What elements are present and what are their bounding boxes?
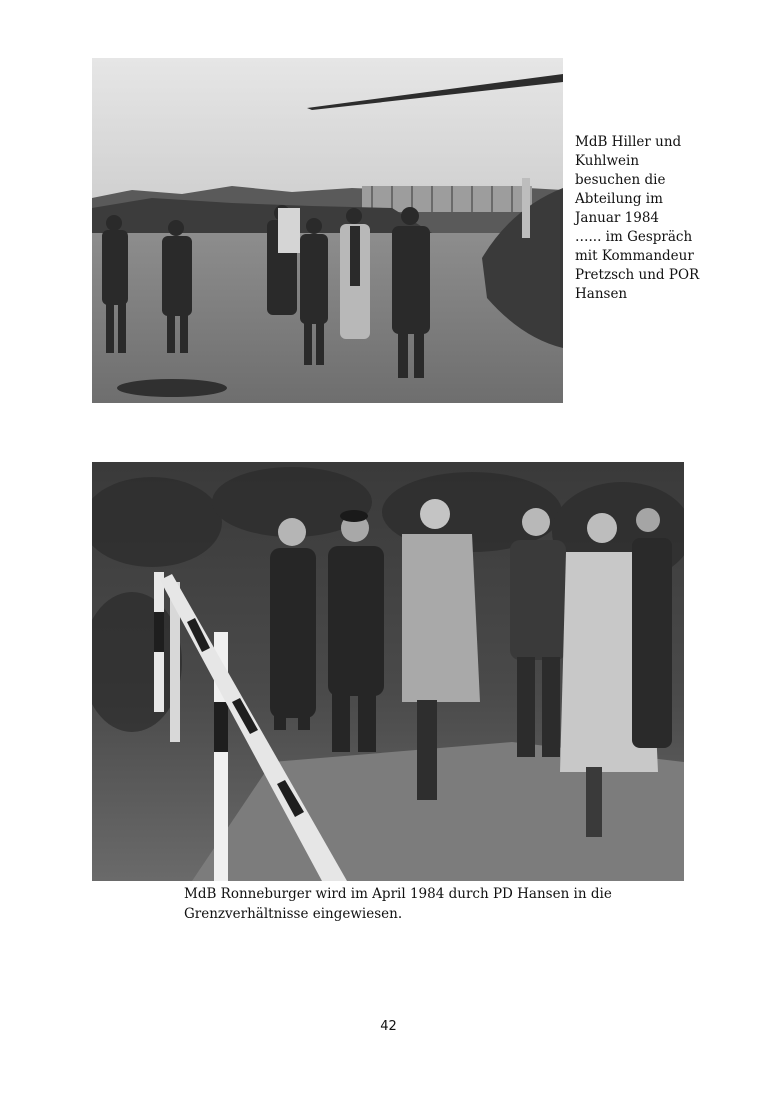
border-briefing-photo [92, 462, 684, 881]
caption-line: MdB Ronneburger wird im April 1984 durch PD Hansen in die [184, 886, 612, 902]
caption-line: Pretzsch und POR [575, 267, 700, 283]
caption-line: …... im Gespräch [575, 229, 693, 245]
helicopter-visit-photo [92, 58, 563, 403]
top-photo-caption [575, 133, 715, 304]
bottom-photo-caption [184, 884, 664, 924]
page-number: 42 [380, 1019, 397, 1034]
helicopter-visit-image [92, 58, 563, 403]
caption-line: Abteilung im [575, 191, 663, 207]
caption-line: Grenzverhältnisse eingewiesen. [184, 906, 403, 922]
caption-line: Hansen [575, 286, 628, 302]
caption-line: besuchen die [575, 172, 666, 188]
caption-line: mit Kommandeur [575, 248, 694, 264]
caption-line: Januar 1984 [575, 210, 659, 226]
caption-line: MdB Hiller und [575, 134, 682, 150]
caption-line: Kuhlwein [575, 153, 640, 169]
border-briefing-image [92, 462, 684, 881]
